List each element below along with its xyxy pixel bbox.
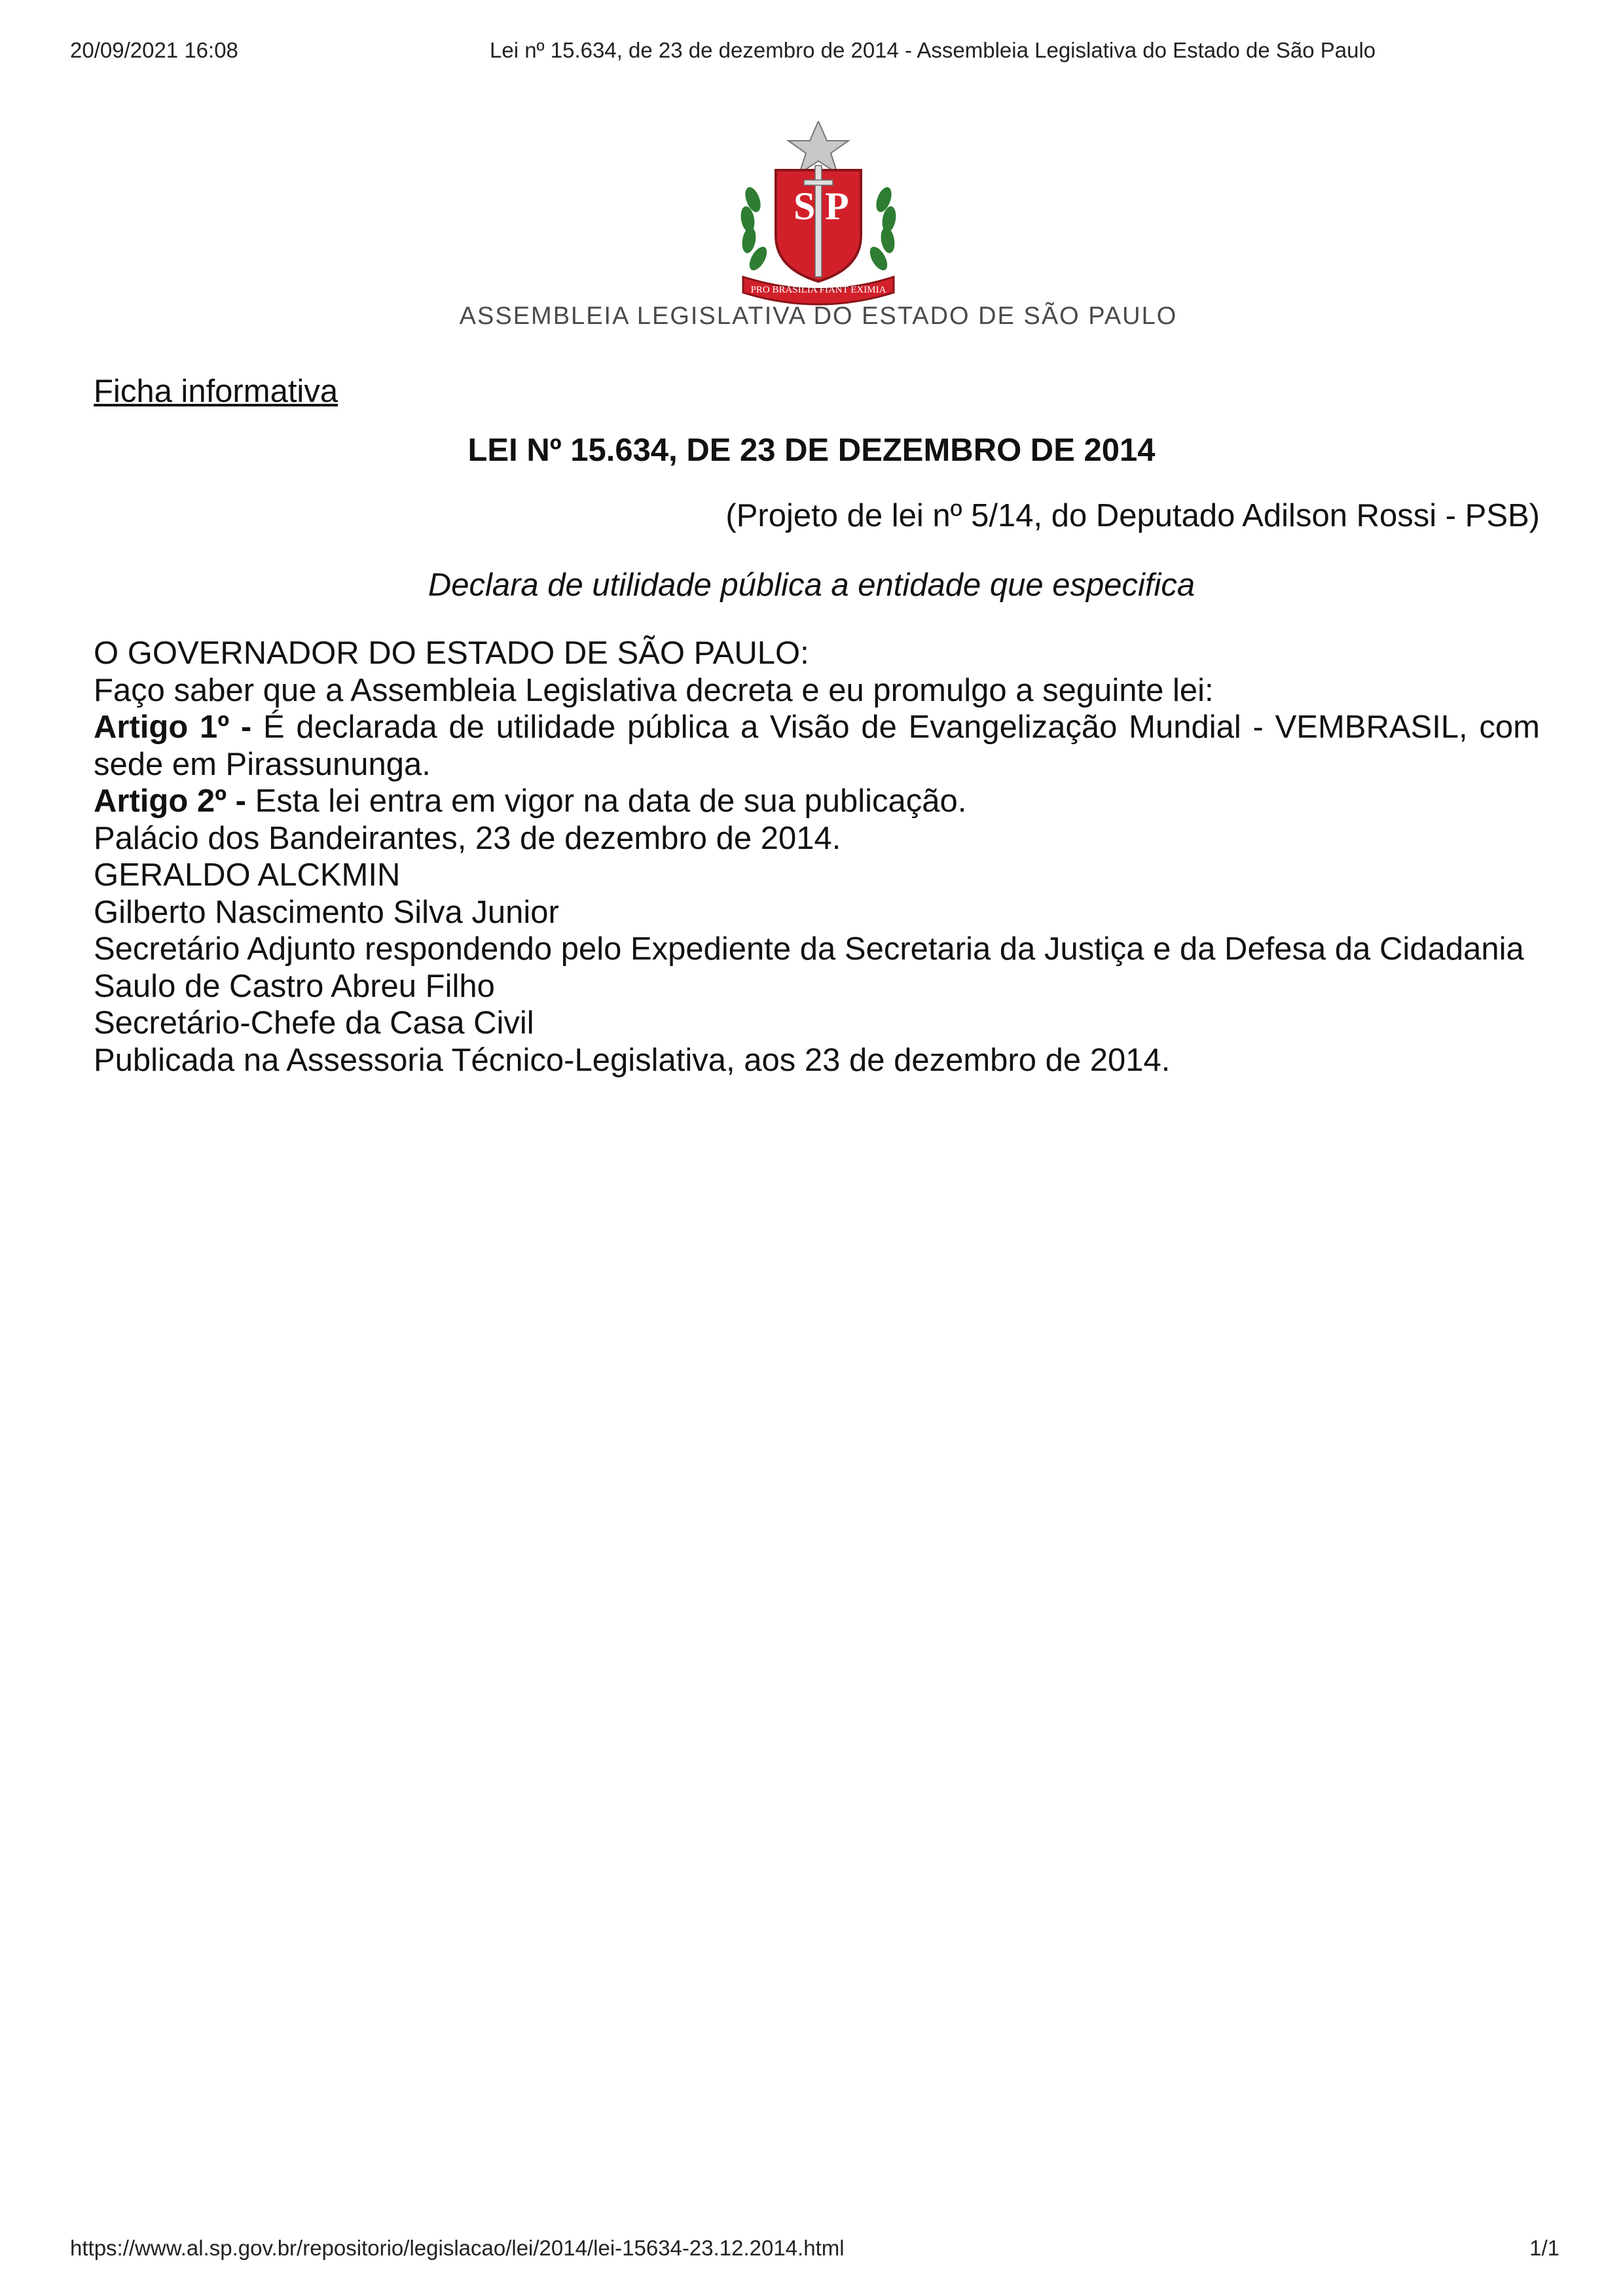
signatory-3-role: Secretário-Chefe da Casa Civil (94, 1005, 534, 1041)
article-1-text: É declarada de utilidade pública a Visão de Evangelização Mundial - VEMBRASIL, com sede em Pirassununga. (94, 709, 1540, 782)
assembly-name: ASSEMBLEIA LEGISLATIVA DO ESTADO DE SÃO PAULO (459, 302, 1178, 330)
signatory-3-name: Saulo de Castro Abreu Filho (94, 968, 495, 1004)
promulgation-text: Faço saber que a Assembleia Legislativa decreta e eu promulgo a seguinte lei: (94, 672, 1214, 708)
print-datetime: 20/09/2021 16:08 (70, 38, 238, 62)
article-1-label: Artigo 1º - (94, 709, 252, 745)
laurel-right-icon (866, 185, 898, 274)
place-date: Palácio dos Bandeirantes, 23 de dezembro de 2014. (94, 820, 841, 856)
print-page-number: 1/1 (1529, 2236, 1559, 2260)
laurel-left-icon (739, 185, 771, 274)
law-summary: Declara de utilidade pública a entidade que especifica (428, 567, 1195, 603)
svg-text:S: S (793, 185, 816, 228)
article-2-text: Esta lei entra em vigor na data de sua publicação. (255, 783, 967, 819)
governor-heading: O GOVERNADOR DO ESTADO DE SÃO PAULO: (94, 636, 809, 671)
print-url: https://www.al.sp.gov.br/repositorio/legislacao/lei/2014/lei-15634-23.12.2014.html (70, 2236, 845, 2260)
signatory-2-name: Gilberto Nascimento Silva Junior (94, 894, 559, 930)
article-2 (94, 783, 1540, 820)
article-1 (94, 709, 1540, 783)
sao-paulo-coat-of-arms-logo (727, 121, 910, 311)
bill-reference: (Projeto de lei nº 5/14, do Deputado Adilson Rossi - PSB) (725, 498, 1540, 533)
ficha-informativa-link[interactable]: Ficha informativa (94, 374, 338, 409)
signatory-2-role: Secretário Adjunto respondendo pelo Expediente da Secretaria da Justiça e da Defesa da Cidadania (94, 931, 1524, 967)
law-body (94, 635, 1540, 1079)
print-page-title: Lei nº 15.634, de 23 de dezembro de 2014 - Assembleia Legislativa do Estado de São Paulo (490, 38, 1376, 62)
signatory-governor: GERALDO ALCKMIN (94, 857, 401, 893)
law-title: LEI Nº 15.634, DE 23 DE DEZEMBRO DE 2014 (467, 433, 1156, 468)
svg-text:PRO BRASILIA FIANT EXIMIA: PRO BRASILIA FIANT EXIMIA (750, 285, 886, 295)
svg-text:P: P (825, 185, 849, 228)
publication-note: Publicada na Assessoria Técnico-Legislativa, aos 23 de dezembro de 2014. (94, 1042, 1171, 1078)
article-2-label: Artigo 2º - (94, 783, 246, 819)
